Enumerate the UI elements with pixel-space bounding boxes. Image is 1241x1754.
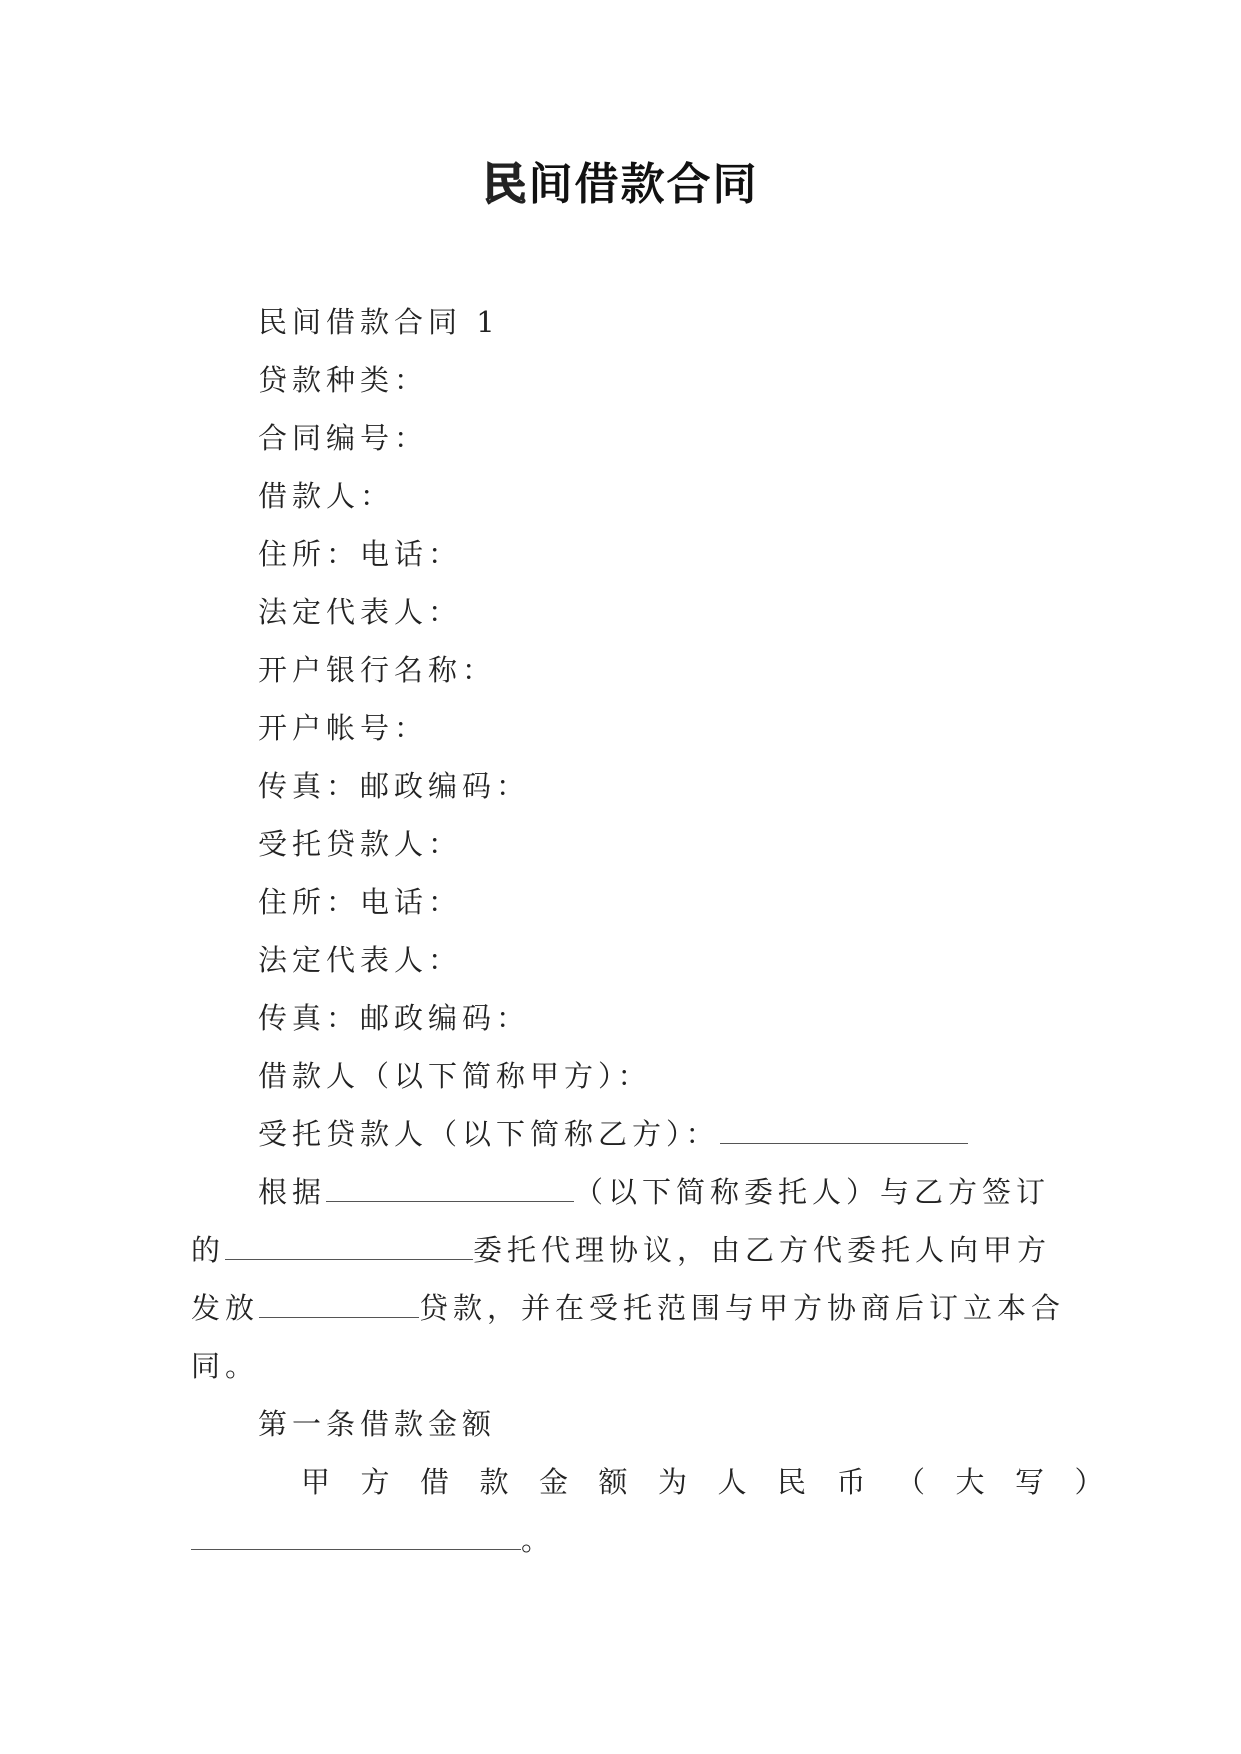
title-first-char: 民 <box>482 159 529 210</box>
party-b-blank <box>720 1117 968 1144</box>
article-1-amount-label: 甲方借款金额为人民币（大写） <box>301 1465 1135 1499</box>
paragraph-line-3 <box>191 1279 1066 1337</box>
bank-name-field: 开户银行名称： <box>258 653 497 687</box>
paragraph-line-2 <box>191 1221 1061 1279</box>
bank-account-field: 开户帐号： <box>258 711 429 745</box>
document-body <box>191 293 1135 1569</box>
article-1-text <box>191 1453 1135 1511</box>
article-1-end: 。 <box>521 1523 556 1557</box>
loan-type-field: 贷款种类： <box>258 363 429 397</box>
trustee-fax-postcode-field: 传真：邮政编码： <box>258 1001 531 1035</box>
amount-blank <box>191 1523 521 1550</box>
para2-start: 的 <box>191 1233 226 1267</box>
party-a-definition: 借款人（以下简称甲方）： <box>258 1059 652 1093</box>
para1-start: 根据 <box>258 1175 327 1209</box>
borrower-field: 借款人： <box>258 479 395 513</box>
loan-blank <box>259 1291 419 1318</box>
article-1-amount-line <box>191 1511 1061 1569</box>
para1-end: （以下简称委托人）与乙方签订 <box>574 1175 1051 1209</box>
paragraph-line-1 <box>191 1163 1061 1221</box>
party-b-label: 受托贷款人（以下简称乙方）： <box>258 1117 720 1151</box>
party-b-definition <box>191 1105 1061 1163</box>
title-rest: 间借款合同 <box>528 159 759 210</box>
borrower-address-phone-field: 住所：电话： <box>258 537 463 571</box>
contract-number-title: 民间借款合同 1 <box>258 305 500 339</box>
trustee-legal-rep-field: 法定代表人： <box>258 943 463 977</box>
article-1-heading: 第一条借款金额 <box>258 1407 497 1441</box>
document-title <box>0 155 1241 215</box>
agreement-blank <box>225 1233 473 1260</box>
borrower-fax-postcode-field: 传真：邮政编码： <box>258 769 531 803</box>
borrower-legal-rep-field: 法定代表人： <box>258 595 463 629</box>
contract-no-field: 合同编号： <box>258 421 429 455</box>
para2-end: 委托代理协议，由乙方代委托人向甲方 <box>473 1233 1052 1267</box>
para3-start: 发放 <box>191 1291 260 1325</box>
paragraph-line-4: 同。 <box>191 1349 260 1383</box>
para3-end: 贷款，并在受托范围与甲方协商后订立本合 <box>419 1291 1066 1325</box>
principal-blank <box>326 1175 574 1202</box>
trustee-lender-field: 受托贷款人： <box>258 827 463 861</box>
trustee-address-phone-field: 住所：电话： <box>258 885 463 919</box>
